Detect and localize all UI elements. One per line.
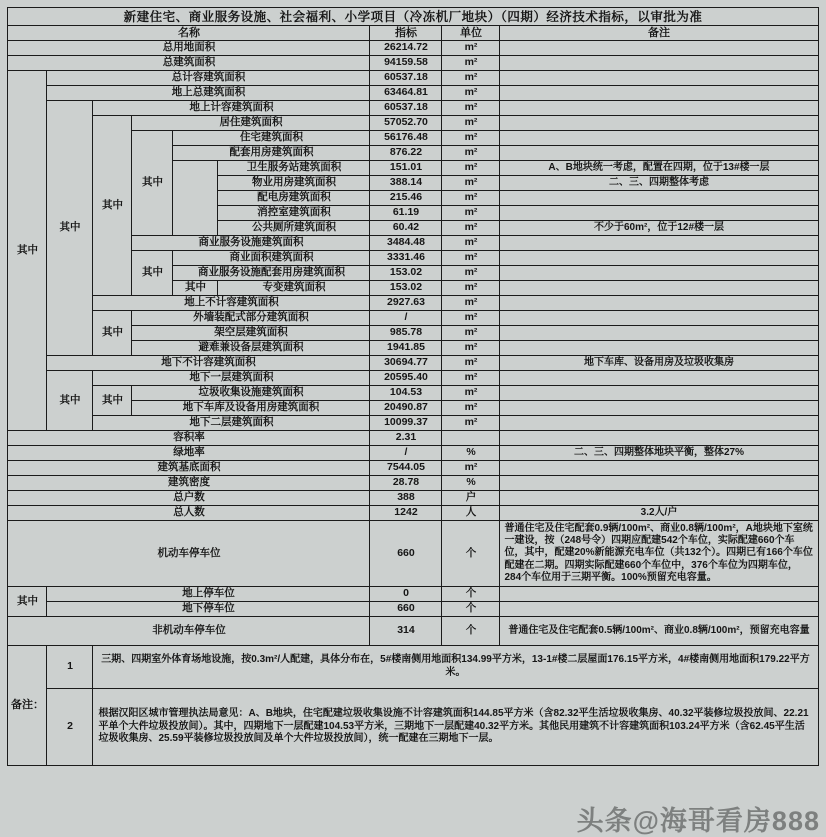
row-value: 60537.18 [370,71,442,86]
row-name: 绿地率 [8,446,370,461]
row-unit: m² [442,461,500,476]
row-name: 地上停车位 [47,586,370,601]
group-label-l5: 其中 [173,281,218,296]
row-name: 架空层建筑面积 [132,326,370,341]
row-value: 215.46 [370,191,442,206]
row-unit: 个 [442,616,500,645]
row-remark [500,311,818,326]
row-remark [500,491,818,506]
row-unit: m² [442,236,500,251]
group-label-l2: 其中 [47,101,93,356]
row-remark [500,386,818,401]
row-remark [500,296,818,311]
row-name: 商业服务设施配套用房建筑面积 [173,266,370,281]
note-row [8,688,818,765]
group-label-l4: 其中 [132,251,173,296]
row-remark [500,206,818,221]
row-name: 住宅建筑面积 [173,131,370,146]
row-value: 153.02 [370,281,442,296]
row-name: 避难兼设备层建筑面积 [132,341,370,356]
row-value: / [370,446,442,461]
row-unit: % [442,446,500,461]
row-unit [442,431,500,446]
note-number: 1 [47,645,93,688]
table-row [8,601,818,616]
row-remark [500,371,818,386]
table-row [8,86,818,101]
row-remark: 普通住宅及住宅配套0.5辆/100m²、商业0.8辆/100m²，预留充电容量 [500,616,818,645]
row-unit: m² [442,101,500,116]
row-value: 7544.05 [370,461,442,476]
row-remark [500,101,818,116]
row-name: 建筑密度 [8,476,370,491]
row-value: 388.14 [370,176,442,191]
table-row [8,371,818,386]
row-unit: m² [442,41,500,56]
row-unit: m² [442,176,500,191]
row-unit: m² [442,281,500,296]
row-remark [500,281,818,296]
row-value: 60.42 [370,221,442,236]
row-value: 876.22 [370,146,442,161]
table-row [8,71,818,86]
note-number: 2 [47,688,93,765]
row-value: 30694.77 [370,356,442,371]
table-row [8,296,818,311]
row-name: 配套用房建筑面积 [173,146,370,161]
indicators-table [7,7,818,766]
row-name: 容积率 [8,431,370,446]
row-name: 地下一层建筑面积 [93,371,370,386]
row-unit: m² [442,71,500,86]
table-row [8,416,818,431]
table-row [8,116,818,131]
row-unit: m² [442,131,500,146]
row-name: 地下二层建筑面积 [93,416,370,431]
row-value: 2927.63 [370,296,442,311]
row-unit: m² [442,206,500,221]
row-name: 地上计容建筑面积 [93,101,370,116]
row-remark [500,71,818,86]
row-value: 153.02 [370,266,442,281]
row-name: 商业面积建筑面积 [173,251,370,266]
row-unit: m² [442,296,500,311]
column-header-name: 名称 [8,26,370,41]
row-value: / [370,311,442,326]
row-remark [500,236,818,251]
row-value: 94159.58 [370,56,442,71]
row-value: 61.19 [370,206,442,221]
row-remark: 3.2人/户 [500,506,818,521]
row-remark [500,476,818,491]
row-remark: 地下车库、设备用房及垃圾收集房 [500,356,818,371]
row-name: 卫生服务站建筑面积 [218,161,370,176]
row-value: 3484.48 [370,236,442,251]
row-name: 地下车库及设备用房建筑面积 [132,401,370,416]
note-row [8,645,818,688]
row-name: 总建筑面积 [8,56,370,71]
row-name: 居住建筑面积 [132,116,370,131]
row-unit: m² [442,266,500,281]
row-unit: m² [442,86,500,101]
row-name: 地下停车位 [47,601,370,616]
table-row [8,476,818,491]
column-header-remark: 备注 [500,26,818,41]
header-row [8,26,818,41]
group-label-l3: 其中 [93,116,132,296]
row-value: 63464.81 [370,86,442,101]
row-remark [500,116,818,131]
column-header-unit: 单位 [442,26,500,41]
row-value: 151.01 [370,161,442,176]
row-remark [500,41,818,56]
row-unit: 户 [442,491,500,506]
row-value: 20595.40 [370,371,442,386]
row-unit: m² [442,386,500,401]
row-value: 660 [370,521,442,587]
row-value: 20490.87 [370,401,442,416]
table-row [8,386,818,401]
row-remark [500,56,818,71]
row-remark [500,586,818,601]
column-header-value: 指标 [370,26,442,41]
row-remark [500,326,818,341]
note-text: 三期、四期室外体育场地设施，按0.3m²/人配建，具体分布在，5#楼南侧用地面积134.99平方米，13-1#楼二层屋面176.15平方米，4#楼南侧用地面积179.22平方米。 [93,645,818,688]
row-unit: m² [442,146,500,161]
table-row [8,506,818,521]
row-value: 985.78 [370,326,442,341]
row-name: 总用地面积 [8,41,370,56]
row-remark [500,131,818,146]
note-text: 根据汉阳区城市管理执法局意见：A、B地块，住宅配建垃圾收集设施不计容建筑面积144.85平方米（含82.32平生活垃圾收集房、40.32平装修垃圾投放间、22.21平单个大件垃圾投放间）。其中，四期地下一层配建104.53平方米，三期地下一层配建40.32平方米。其他民用建筑不计容建筑面积103.24平方米（含62.45平生活垃圾收集房、25.59平装修垃圾投放间及单个大件垃圾投放间），统一配建在三期地下一层。 [93,688,818,765]
table-row [8,586,818,601]
row-name: 地上总建筑面积 [47,86,370,101]
row-unit: % [442,476,500,491]
row-unit: 人 [442,506,500,521]
row-value: 1941.85 [370,341,442,356]
row-unit: 个 [442,601,500,616]
row-unit: m² [442,311,500,326]
row-remark [500,341,818,356]
row-unit: m² [442,371,500,386]
row-name: 消控室建筑面积 [218,206,370,221]
row-remark: A、B地块统一考虑，配置在四期，位于13#楼一层 [500,161,818,176]
row-unit: m² [442,326,500,341]
row-value: 388 [370,491,442,506]
row-remark [500,191,818,206]
row-unit: m² [442,191,500,206]
row-value: 26214.72 [370,41,442,56]
row-value: 314 [370,616,442,645]
row-name: 配电房建筑面积 [218,191,370,206]
title-row [8,8,818,26]
row-name: 总人数 [8,506,370,521]
row-remark [500,266,818,281]
spacer-cell [173,161,218,236]
row-name: 外墙装配式部分建筑面积 [132,311,370,326]
row-remark: 二、三、四期整体地块平衡，整体27% [500,446,818,461]
group-label-l2: 其中 [47,371,93,431]
row-value: 3331.46 [370,251,442,266]
row-name: 总计容建筑面积 [47,71,370,86]
row-name: 专变建筑面积 [218,281,370,296]
row-value: 1242 [370,506,442,521]
row-name: 地下不计容建筑面积 [47,356,370,371]
row-remark [500,251,818,266]
table-row [8,356,818,371]
row-unit: m² [442,161,500,176]
row-unit: m² [442,221,500,236]
row-value: 56176.48 [370,131,442,146]
group-label-l3: 其中 [93,386,132,416]
row-value: 104.53 [370,386,442,401]
row-unit: m² [442,341,500,356]
row-value: 60537.18 [370,101,442,116]
row-value: 28.78 [370,476,442,491]
row-name: 商业服务设施建筑面积 [132,236,370,251]
group-label-l1: 其中 [8,71,47,431]
row-remark [500,416,818,431]
notes-label: 备注： [8,645,47,765]
row-remark: 不少于60m²，位于12#楼一层 [500,221,818,236]
row-unit: m² [442,116,500,131]
row-remark [500,431,818,446]
row-remark [500,86,818,101]
table-row [8,616,818,645]
group-label-parking: 其中 [8,586,47,616]
row-name: 垃圾收集设施建筑面积 [132,386,370,401]
table-row [8,56,818,71]
table-row [8,461,818,476]
row-unit: m² [442,56,500,71]
row-remark: 二、三、四期整体考虑 [500,176,818,191]
row-unit: m² [442,401,500,416]
row-value: 2.31 [370,431,442,446]
row-value: 660 [370,601,442,616]
row-name: 机动车停车位 [8,521,370,587]
watermark-text: 头条@海哥看房888 [576,806,820,836]
row-unit: 个 [442,521,500,587]
row-value: 57052.70 [370,116,442,131]
row-remark [500,601,818,616]
row-remark [500,146,818,161]
row-unit: m² [442,251,500,266]
row-name: 地上不计容建筑面积 [93,296,370,311]
row-name: 总户数 [8,491,370,506]
table-row [8,311,818,326]
row-unit: m² [442,356,500,371]
row-name: 非机动车停车位 [8,616,370,645]
table-row [8,101,818,116]
row-unit: 个 [442,586,500,601]
row-value: 10099.37 [370,416,442,431]
group-label-l4: 其中 [132,131,173,236]
row-name: 建筑基底面积 [8,461,370,476]
row-value: 0 [370,586,442,601]
table-row [8,521,818,587]
table-row [8,431,818,446]
group-label-l3: 其中 [93,311,132,356]
row-unit: m² [442,416,500,431]
table-row [8,491,818,506]
row-name: 物业用房建筑面积 [218,176,370,191]
row-remark [500,461,818,476]
row-remark [500,401,818,416]
table-row [8,446,818,461]
row-remark: 普通住宅及住宅配套0.9辆/100m²、商业0.8辆/100m²，A地块地下室统一建设，按（248号令）四期应配建542个车位，实际配建660个车位，其中，配建20%新能源充电车位（共132个）。四期已有166个车位配建在二期。四期实际配建660个车位中，376个车位为四期车位，284个车位用于三期平衡。100%预留充电容量。 [500,521,818,587]
row-name: 公共厕所建筑面积 [218,221,370,236]
page-title: 新建住宅、商业服务设施、社会福利、小学项目（冷冻机厂地块）（四期）经济技术指标，以审批为准 [8,8,818,26]
table-row [8,41,818,56]
